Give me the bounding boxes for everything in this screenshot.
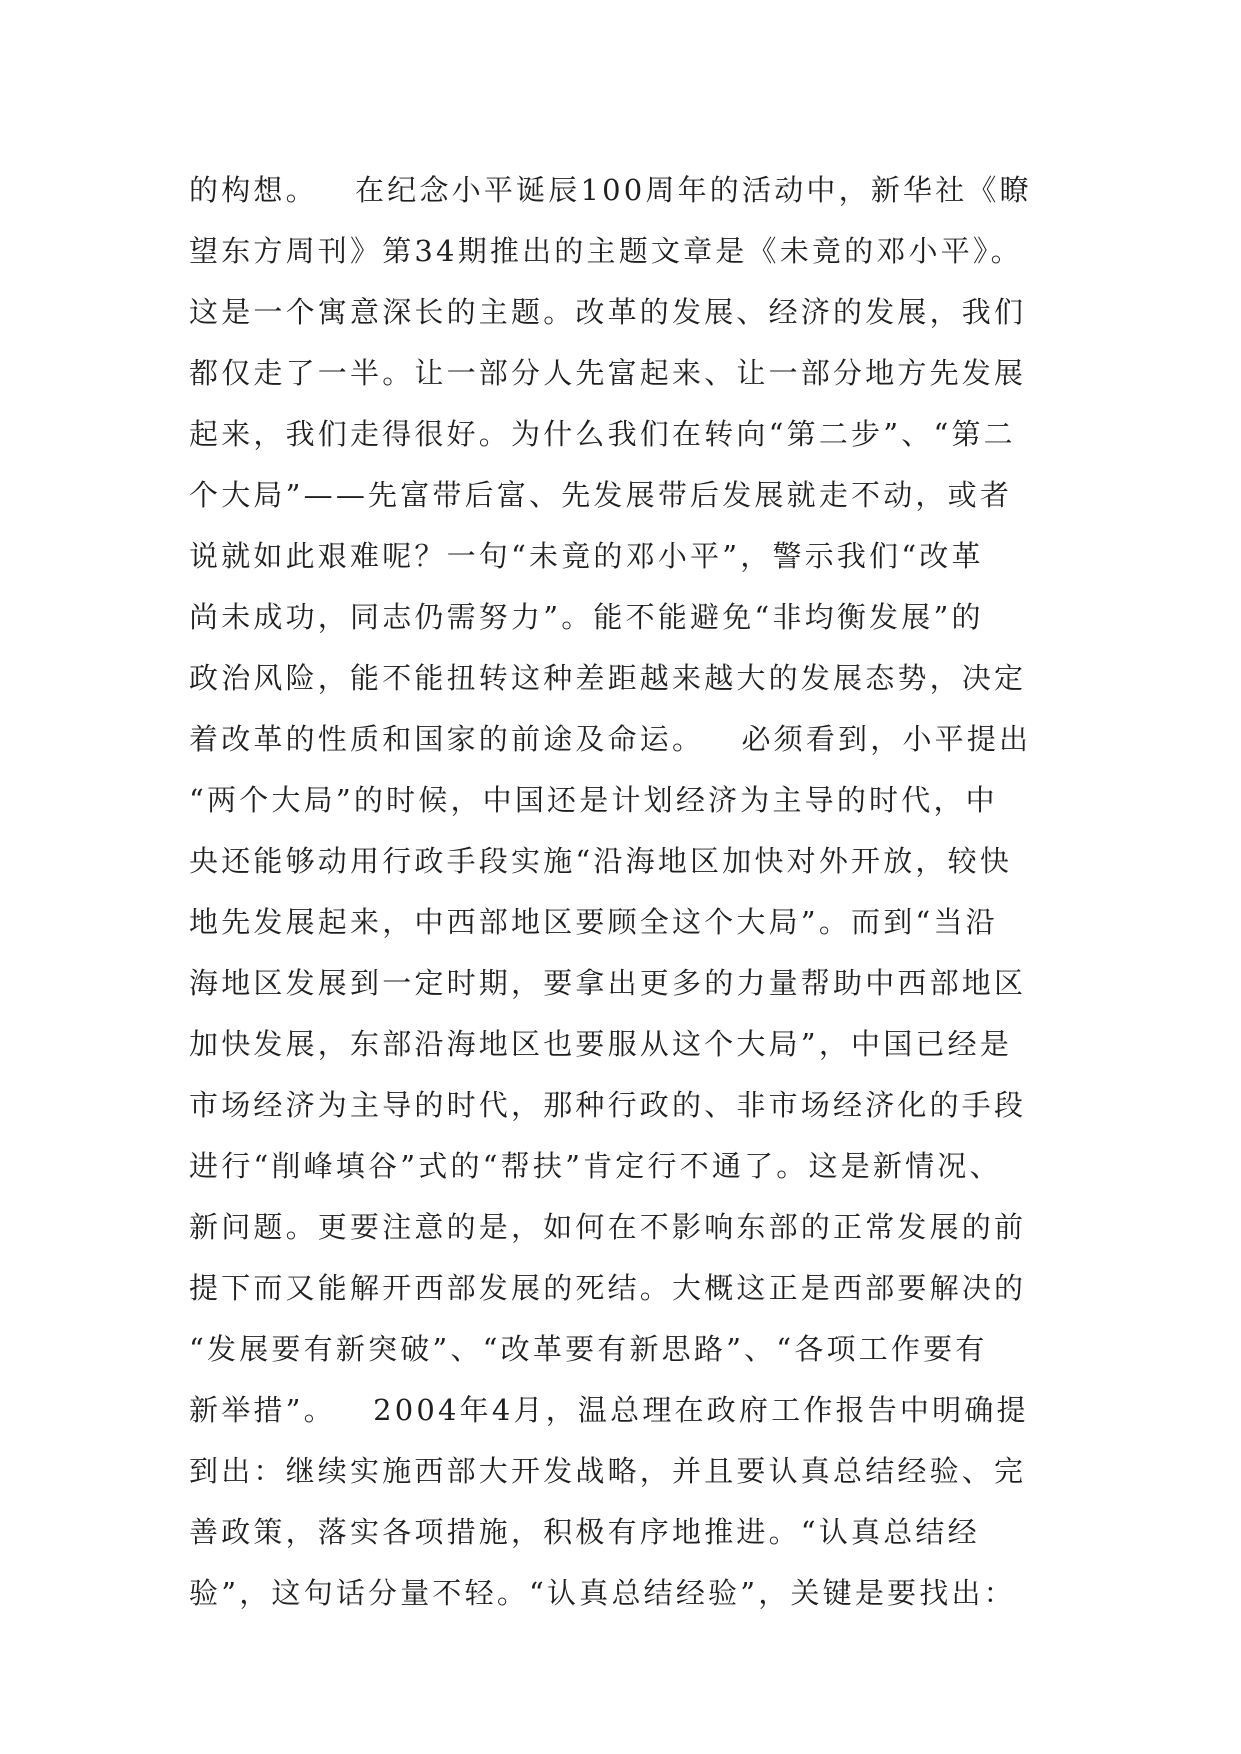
text-line: 市场经济为主导的时代，那种行政的、非市场经济化的手段 — [189, 1088, 1027, 1122]
text-line: 到出：继续实施西部大开发战略，并且要认真总结经验、完 — [189, 1454, 1027, 1488]
text-line: 政治风险，能不能扭转这种差距越来越大的发展态势，决定 — [189, 661, 1027, 695]
body-text — [189, 160, 1069, 1624]
text-line: 望东方周刊》第34期推出的主题文章是《未竟的邓小平》。 — [189, 234, 1023, 268]
text-line: 都仅走了一半。让一部分人先富起来、让一部分地方先发展 — [189, 356, 1027, 390]
text-line: 海地区发展到一定时期，要拿出更多的力量帮助中西部地区 — [189, 966, 1027, 1000]
text-line: 地先发展起来，中西部地区要顾全这个大局”。而到“当沿 — [189, 905, 998, 939]
text-line: 央还能够动用行政手段实施“沿海地区加快对外开放，较快 — [189, 844, 1013, 878]
text-line: 进行“削峰填谷”式的“帮扶”肯定行不通了。这是新情况、 — [189, 1149, 1002, 1183]
text-line: 善政策，落实各项措施，积极有序地推进。“认真总结经 — [189, 1515, 980, 1549]
text-line: 个大局”——先富带后富、先发展带后发展就走不动，或者 — [189, 478, 1013, 512]
text-line: 着改革的性质和国家的前途及命运。 必须看到，小平提出 — [189, 722, 1032, 756]
text-line: 这是一个寓意深长的主题。改革的发展、经济的发展，我们 — [189, 295, 1027, 329]
text-line: 新问题。更要注意的是，如何在不影响东部的正常发展的前 — [189, 1210, 1027, 1244]
text-line: “两个大局”的时候，中国还是计划经济为主导的时代，中 — [189, 783, 998, 817]
text-line: 加快发展，东部沿海地区也要服从这个大局”，中国已经是 — [189, 1027, 1013, 1061]
text-line: 尚未成功，同志仍需努力”。能不能避免“非均衡发展”的 — [189, 600, 984, 634]
text-line: 新举措”。 2004年4月，温总理在政府工作报告中明确提 — [189, 1393, 1029, 1427]
text-line: 的构想。 在纪念小平诞辰100周年的活动中，新华社《瞭 — [189, 173, 1032, 207]
text-line: 提下而又能解开西部发展的死结。大概这正是西部要解决的 — [189, 1271, 1027, 1305]
text-line: 验”，这句话分量不轻。“认真总结经验”，关键是要找出： — [189, 1576, 1016, 1610]
text-line: “发展要有新突破”、“改革要有新思路”、“各项工作要有 — [189, 1332, 988, 1366]
text-line: 说就如此艰难呢？一句“未竟的邓小平”，警示我们“改革 — [189, 539, 984, 573]
text-line: 起来，我们走得很好。为什么我们在转向“第二步”、“第二 — [189, 417, 1016, 451]
